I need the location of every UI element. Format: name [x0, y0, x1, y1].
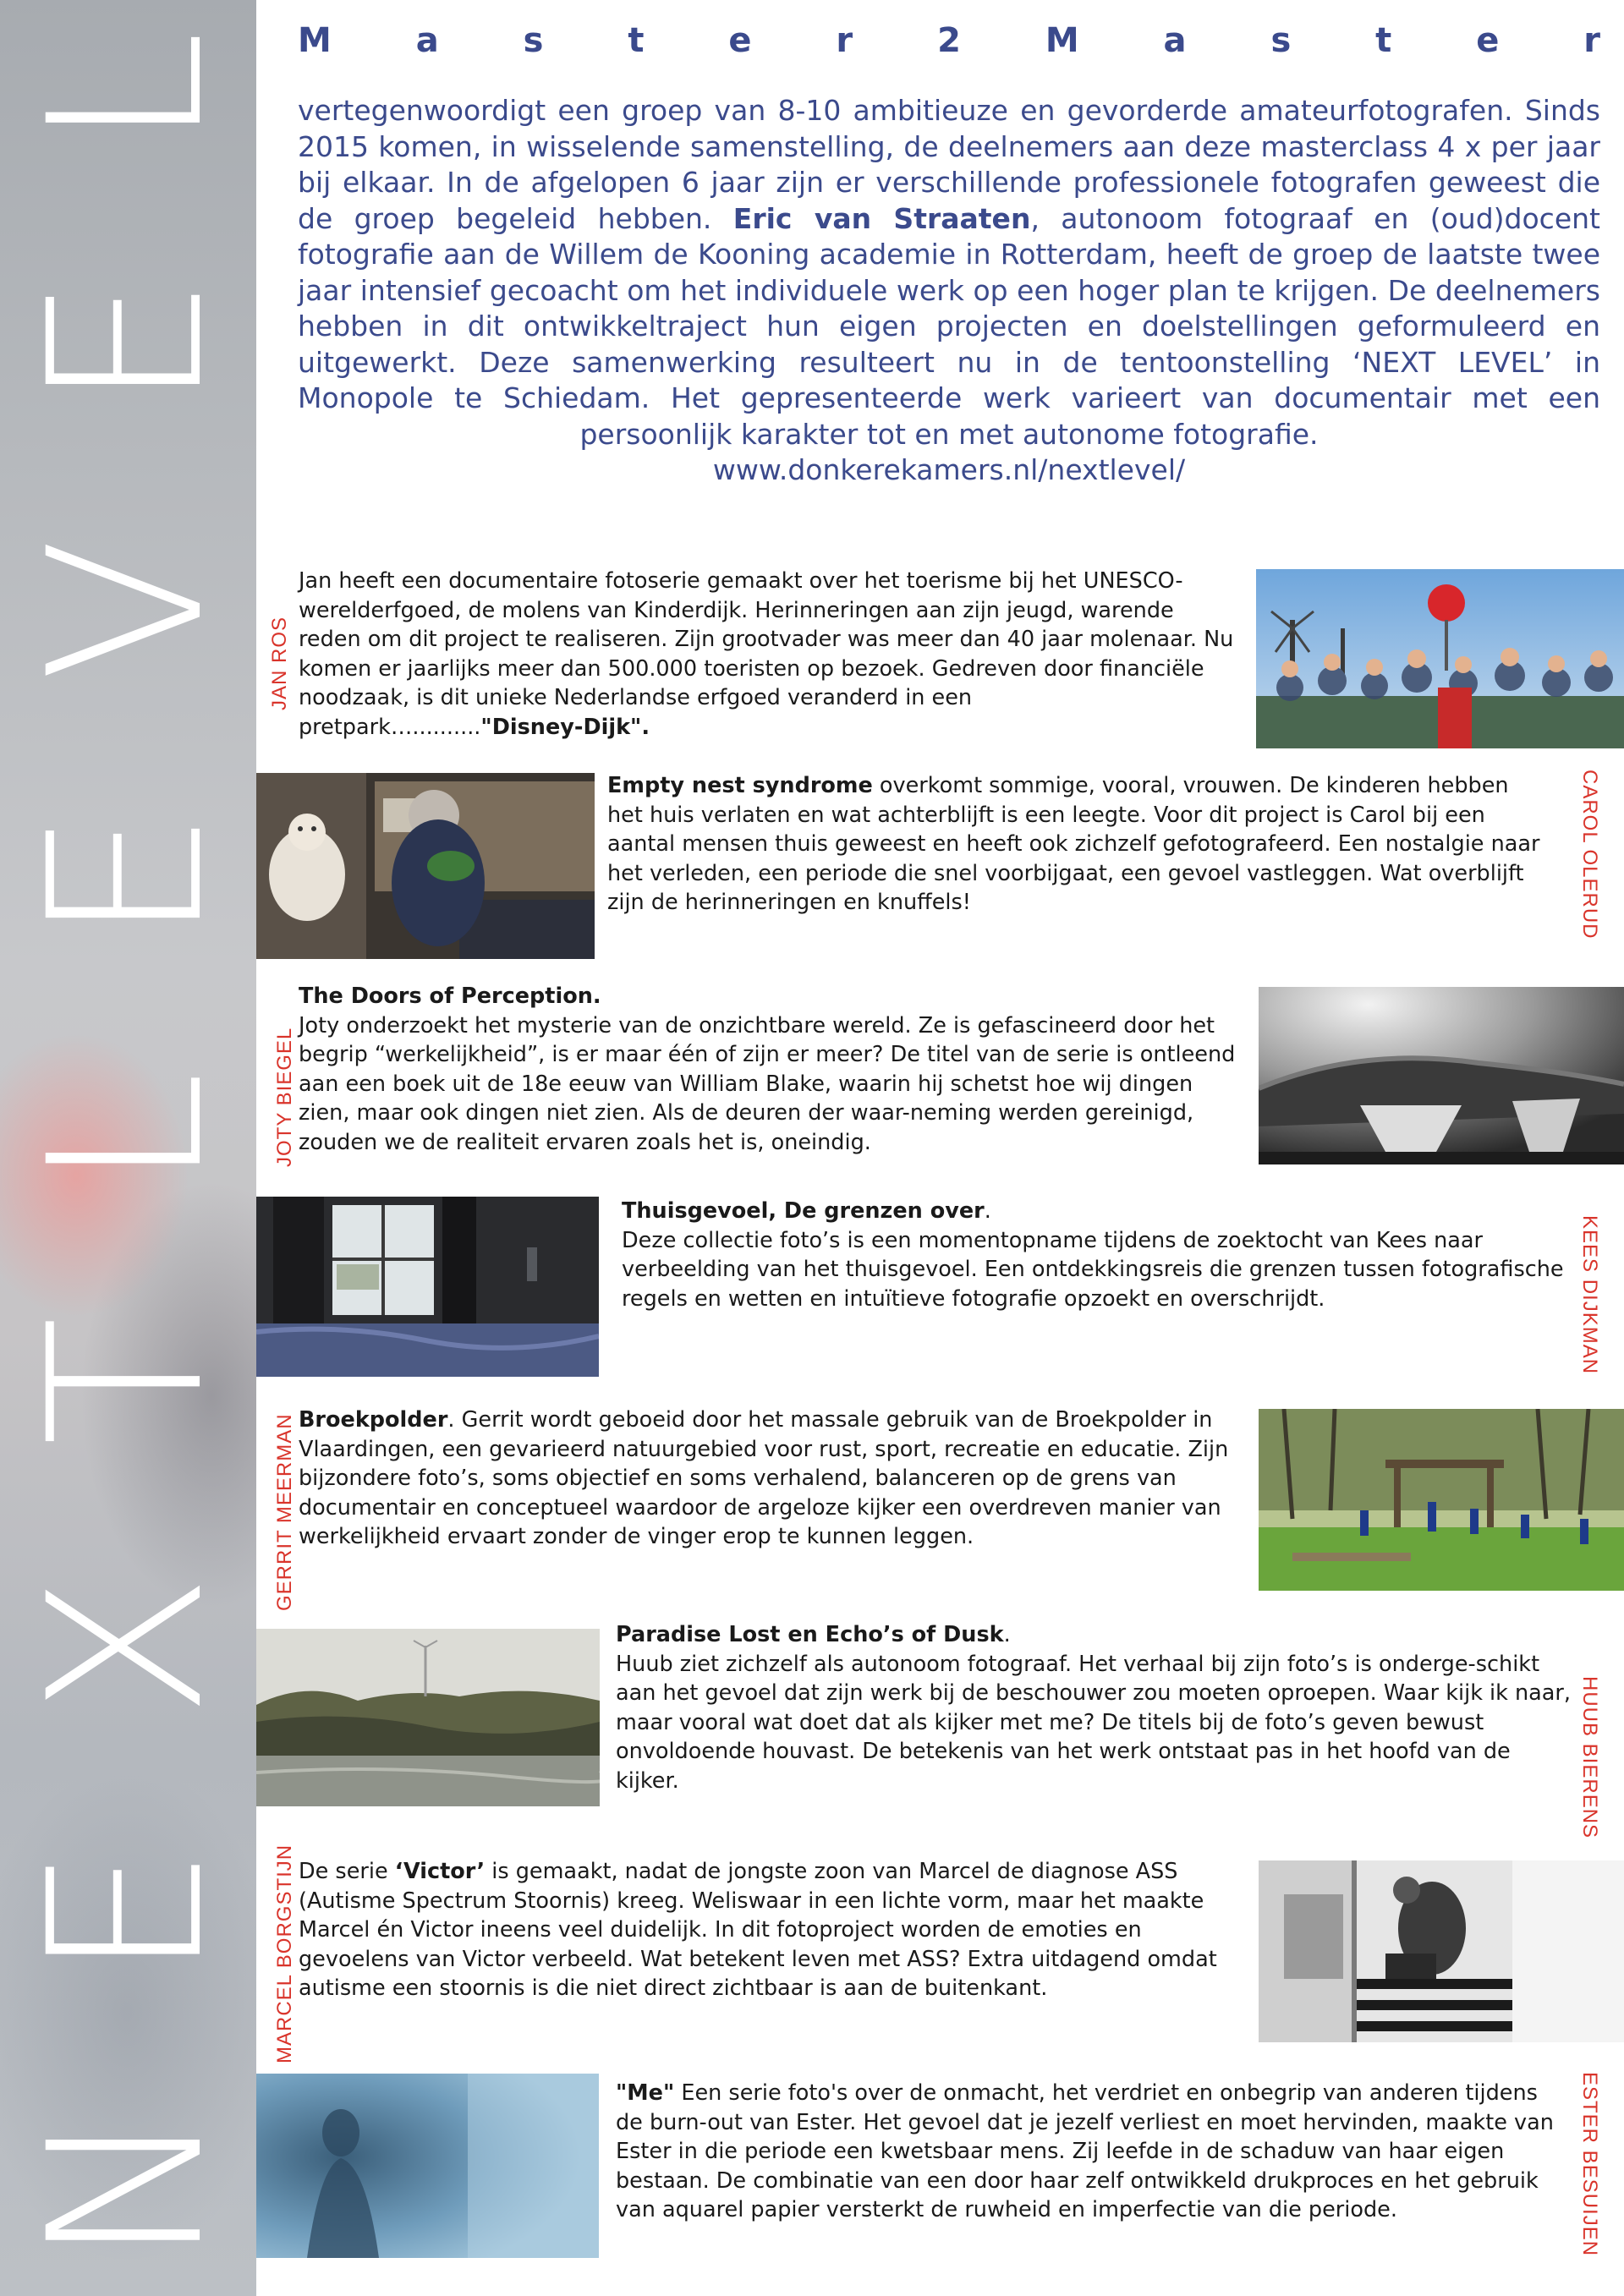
banner-letter: V [3, 537, 250, 682]
photographer-name: HUUB BIERENS [1578, 1676, 1601, 1839]
project-title: Thuisgevoel, De grenzen over [622, 1198, 985, 1224]
section-marcel-borgstijn [256, 1822, 1624, 2068]
banner-letter: N [3, 2107, 250, 2266]
section-description [299, 982, 1237, 1157]
banner-letter: E [3, 276, 250, 410]
banner-letter: E [3, 1845, 250, 1980]
banner-letter: L [3, 1071, 250, 1189]
section-jan-ros [256, 558, 1624, 761]
project-title: Empty nest syndrome [607, 773, 873, 798]
blurred-figure-photo [256, 2074, 599, 2258]
description-text: Een serie foto's over de onmacht, het verdriet en onbegrip van anderen tijdens de burn-out van Ester. Het gevoel dat je jezelf verliest en moet hervinden, maakte van Ester in die periode een kwetsbaar mens. Zij leefde in de schaduw van haar eigen bestaan. De combinatie van een door haar zelf ontwikkeld drukproces en het gebruik van aquarel papier versterkt de ruwheid en imperfectie van die periode. [616, 2080, 1554, 2222]
page-title [298, 15, 1600, 66]
title-letter: 2 [937, 21, 961, 60]
intro-coach-name: Eric van Straaten [732, 201, 1031, 235]
section-description [622, 1197, 1586, 1313]
photographer-name: MARCEL BORGSTIJN [273, 1844, 296, 2063]
title-letter: M [298, 21, 332, 60]
section-kees-dijkman [256, 1188, 1624, 1378]
section-huub-bierens [256, 1622, 1624, 1839]
photographer-name: JAN ROS [268, 616, 291, 710]
photographer-name: JOTY BIEGEL [273, 1027, 296, 1167]
section-description [299, 1857, 1237, 2003]
section-carol-olerud [256, 770, 1624, 964]
section-description [607, 771, 1546, 918]
title-letter: M [1045, 21, 1079, 60]
description-text: is gemaakt, nadat de jongste zoon van Marcel de diagnose ASS (Autisme Spectrum Stoornis) kreeg. Weliswaar in een lichte vorm, maar het maakte Marcel én Victor ineens veel duidelijk. In dit fotoproject worden de emoties en gevoelens van Victor verbeeld. Wat betekent leven met ASS? Extra uitdagend omdat autisme een stoornis is die niet direct zichtbaar is aan de buitenkant. [299, 1859, 1217, 2001]
title-letter: r [1583, 21, 1600, 60]
section-joty-biegel [256, 977, 1624, 1180]
window-bedroom-photo [256, 1197, 599, 1377]
title-letter: e [728, 21, 752, 60]
description-text: . Deze collectie foto’s is een momentopname tijdens de zoektocht van Kees naar verbeelding van het thuisgevoel. Een ontdekkingsreis die grenzen tussen fotografische regels en wetten en intuïtieve fotografie opzoekt en overschrijdt. [622, 1198, 1564, 1312]
project-title: "Me" [616, 2080, 675, 2106]
title-letter: s [523, 21, 544, 60]
title-letter: a [415, 21, 439, 60]
title-letter: a [1163, 21, 1187, 60]
photographer-name: KEES DIJKMAN [1578, 1215, 1601, 1375]
section-ester-besuijen [256, 2063, 1624, 2296]
side-banner [0, 0, 256, 2296]
banner-letter: L [3, 30, 250, 149]
description-text: Jan heeft een documentaire fotoserie gemaakt over het toerisme bij het UNESCO-werelderfgoed, de molens van Kinderdijk. Herinneringen aan zijn jeugd, warende reden om dit project te realiseren. Zijn grootvader was meer dan 40 jaar molenaar. Nu komen er jaarlijks meer dan 500.000 toeristen op bezoek. Gedreven door financiële noodzaak, is dit unieke Nederlandse erfgoed veranderd in een pretpark….......... [299, 568, 1234, 740]
intro-part-1: vertegenwoordigt een groep van 8-10 ambitieuze en gevorderde amateurfotografen. Sinds 2015 komen, in wisselende samenstelling, de deelnemers aan deze masterclass 4 x per jaar bij elkaar. In de afgelopen 6 jaar zijn er verschillende professionele fotografen geweest die de groep begeleid hebben. [298, 94, 1600, 235]
description-text: . Huub ziet zichzelf als autonoom fotograaf. Het verhaal bij zijn foto’s is onderge-schikt aan het gevoel dat zijn werk bij de beschouwer zou moeten oproepen. Waar kijk ik naar, maar vooral wat doet dat als kijker met me? De titels bij de foto’s geven bewust onvoldoende houvast. De betekenis van het werk ontstaat pas in het hoofd van de kijker. [616, 1622, 1572, 1794]
section-description [299, 567, 1237, 742]
project-title: The Doors of Perception. [299, 984, 601, 1009]
photographer-name: CAROL OLERUD [1578, 770, 1601, 940]
title-letter: t [1375, 21, 1392, 60]
park-exercise-photo [1259, 1409, 1624, 1591]
title-letter: t [628, 21, 645, 60]
description-emphasis: "Disney-Dijk". [480, 714, 650, 740]
stone-arch-sky-photo [1259, 987, 1624, 1164]
intro-part-2: , autonoom fotograaf en (oud)docent fotografie aan de Willem de Kooning academie in Rotterdam, heeft de groep de laatste twee jaar intensief gecoacht om het individuele werk op een hoger plan te krijgen. De deelnemers hebben in dit ontwikkeltraject hun eigen projecten en doelstellingen geformuleerd en uitgewerkt. Deze samenwerking resulteert nu in de tentoonstelling ‘NEXT LEVEL’ in Monopole te Schiedam. Het gepresenteerde werk varieert van documentair met een persoonlijk karakter tot en met autonome fotografie. [298, 201, 1600, 451]
project-title: Paradise Lost en Echo’s of Dusk [616, 1622, 1004, 1647]
section-gerrit-meerman [256, 1395, 1624, 1615]
banner-letter: T [3, 1316, 250, 1446]
photographer-name: ESTER BESUIJEN [1578, 2072, 1601, 2257]
intro-paragraph [298, 93, 1600, 452]
description-text: . Gerrit wordt geboeid door het massale gebruik van de Broekpolder in Vlaardingen, een gevarieerd natuurgebied voor rust, sport, recreatie en educatie. Zijn bijzondere foto’s, soms objectief en soms verhalend, balanceren op de grens van documentair en conceptueel waardoor de argeloze kijker een overdreven manier van werkelijkheid ervaart zonder de vinger erop te kunnen leggen. [299, 1407, 1229, 1549]
woman-with-cat-photo [256, 773, 595, 959]
side-banner-text [3, 0, 256, 2296]
title-letter: r [836, 21, 853, 60]
boy-on-stairs-photo [1259, 1860, 1624, 2042]
section-description [616, 2079, 1555, 2225]
marsh-landscape-photo [256, 1629, 600, 1806]
description-text: Joty onderzoekt het mysterie van de onzichtbare wereld. Ze is gefascineerd door het begrip “werkelijkheid”, is er maar één of zijn er meer? De titel van de serie is ontleend aan een boek uit de 18e eeuw van William Blake, waarin hij schetst hoe wij dingen zien, maar ook dingen niet zien. Als de deuren der waar-neming werden gereinigd, zouden we de realiteit ervaren zoals het is, oneindig. [299, 1012, 1236, 1155]
section-description [616, 1620, 1580, 1795]
intro-text [298, 93, 1600, 489]
project-title: Broekpolder [299, 1407, 448, 1433]
project-title: ‘Victor’ [394, 1859, 486, 1884]
website-url[interactable]: www.donkerekamers.nl/nextlevel/ [712, 453, 1186, 486]
photographer-name: GERRIT MEERMAN [273, 1413, 296, 1611]
banner-letter: X [3, 1573, 250, 1718]
banner-letter: E [3, 809, 250, 944]
section-description [299, 1406, 1237, 1552]
description-prefix: De serie [299, 1859, 395, 1884]
description-text: overkomt sommige, vooral, vrouwen. De kinderen hebben het huis verlaten en wat achterblijft is een leegte. Voor dit project is Carol bij een aantal mensen thuis geweest en heeft ook zichzelf gefotografeerd. Een nostalgie naar het verleden, een periode die snel voorbijgaat, een gevoel vastleggen. Wat overblijft zijn de herinneringen en knuffels! [607, 773, 1540, 915]
title-letter: e [1476, 21, 1500, 60]
tourists-at-windmills-photo [1256, 569, 1624, 748]
title-letter: s [1270, 21, 1292, 60]
